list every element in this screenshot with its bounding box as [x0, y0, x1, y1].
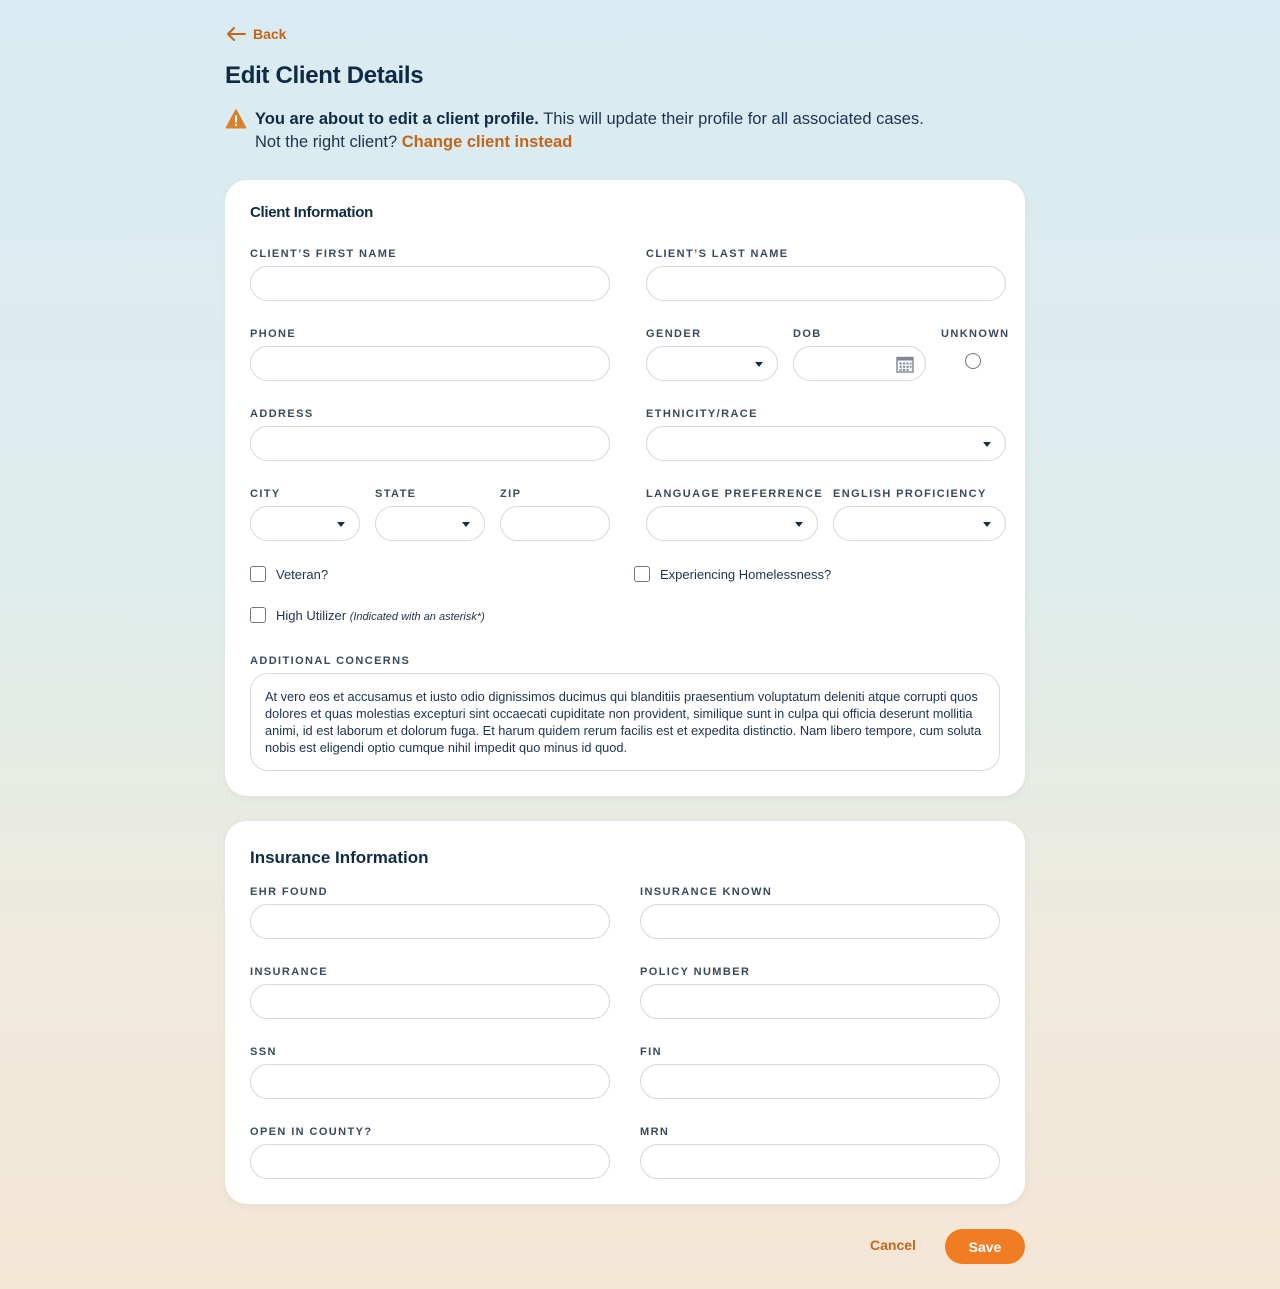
homeless-label: Experiencing Homelessness? — [660, 567, 832, 582]
ssn-input[interactable] — [250, 1064, 610, 1099]
dob-label: DOB — [793, 328, 822, 340]
language-select[interactable] — [646, 506, 818, 541]
gender-select[interactable] — [646, 346, 778, 381]
gender-label: GENDER — [646, 328, 702, 340]
change-client-link[interactable]: Change client instead — [401, 133, 573, 151]
notice-line2: Not the right client? — [255, 133, 402, 151]
back-link[interactable] — [225, 25, 286, 43]
back-label: Back — [253, 26, 287, 42]
phone-input[interactable] — [250, 346, 610, 381]
high-utilizer-checkbox[interactable] — [250, 607, 266, 623]
policy-input[interactable] — [640, 984, 1000, 1019]
last-name-label: CLIENT’S LAST NAME — [646, 248, 789, 260]
ehr-input[interactable] — [250, 904, 610, 939]
address-label: ADDRESS — [250, 408, 314, 420]
homeless-checkbox[interactable] — [634, 566, 650, 582]
insurance-known-input[interactable] — [640, 904, 1000, 939]
ethnicity-select[interactable] — [646, 426, 1006, 461]
state-select[interactable] — [375, 506, 485, 541]
last-name-input[interactable] — [646, 266, 1006, 301]
first-name-input[interactable] — [250, 266, 610, 301]
city-label: CITY — [250, 488, 281, 500]
dob-unknown-radio[interactable] — [965, 353, 981, 369]
mrn-label: MRN — [640, 1126, 670, 1138]
high-utilizer-label — [276, 608, 485, 623]
warning-icon — [225, 108, 247, 130]
insurance-information-card — [225, 821, 1025, 1204]
phone-label: PHONE — [250, 328, 297, 340]
chevron-down-icon — [795, 522, 803, 527]
dob-input[interactable] — [793, 346, 926, 381]
high-utilizer-text: High Utilizer — [276, 608, 347, 623]
county-label: OPEN IN COUNTY? — [250, 1126, 373, 1138]
mrn-input[interactable] — [640, 1144, 1000, 1179]
policy-label: POLICY NUMBER — [640, 966, 751, 978]
ssn-label: SSN — [250, 1046, 277, 1058]
english-label: ENGLISH PROFICIENCY — [833, 488, 987, 500]
edit-warning-notice — [225, 108, 924, 154]
city-select[interactable] — [250, 506, 360, 541]
client-information-card — [225, 180, 1025, 796]
calendar-icon[interactable] — [895, 354, 915, 374]
first-name-label: CLIENT’S FIRST NAME — [250, 248, 397, 260]
notice-bold: You are about to edit a client profile. — [255, 110, 539, 128]
page-title: Edit Client Details — [225, 62, 424, 89]
high-utilizer-note: (Indicated with an asterisk*) — [349, 611, 485, 623]
additional-concerns-textarea[interactable]: At vero eos et accusamus et iusto odio dignissimos ducimus qui blanditiis praesentium voluptatum deleniti atque corrupti quos dolores et quas molestias excepturi sint occaecati cupiditate non provident, similique sunt in culpa qui officia deserunt mollitia animi, id est laborum et dolorum fuga. Et harum quidem rerum facilis est et expedita distinctio. Nam libero tempore, cum soluta nobis est eligendi optio cumque nihil impedit quo minus id quod. — [250, 673, 1000, 771]
insurance-information-title: Insurance Information — [250, 848, 429, 867]
chevron-down-icon — [337, 522, 345, 527]
state-label: STATE — [375, 488, 417, 500]
insurance-known-label: INSURANCE KNOWN — [640, 886, 773, 898]
insurance-input[interactable] — [250, 984, 610, 1019]
client-information-title: Client Information — [250, 204, 373, 221]
english-select[interactable] — [833, 506, 1006, 541]
concerns-label: ADDITIONAL CONCERNS — [250, 655, 411, 667]
notice-text: This will update their profile for all associated cases. — [538, 110, 924, 128]
ethnicity-label: ETHNICITY/RACE — [646, 408, 758, 420]
zip-label: ZIP — [500, 488, 522, 500]
ehr-label: EHR FOUND — [250, 886, 328, 898]
unknown-label: UNKNOWN — [941, 328, 1010, 340]
save-button[interactable]: Save — [945, 1229, 1025, 1264]
language-label: LANGUAGE PREFERRENCE — [646, 488, 824, 500]
chevron-down-icon — [983, 442, 991, 447]
chevron-down-icon — [983, 522, 991, 527]
zip-input[interactable] — [500, 506, 610, 541]
county-input[interactable] — [250, 1144, 610, 1179]
veteran-checkbox[interactable] — [250, 566, 266, 582]
address-input[interactable] — [250, 426, 610, 461]
fin-label: FIN — [640, 1046, 662, 1058]
chevron-down-icon — [462, 522, 470, 527]
arrow-left-icon — [225, 25, 247, 43]
cancel-button[interactable]: Cancel — [870, 1237, 916, 1253]
fin-input[interactable] — [640, 1064, 1000, 1099]
chevron-down-icon — [755, 362, 763, 367]
insurance-label: INSURANCE — [250, 966, 328, 978]
veteran-label: Veteran? — [276, 567, 329, 582]
